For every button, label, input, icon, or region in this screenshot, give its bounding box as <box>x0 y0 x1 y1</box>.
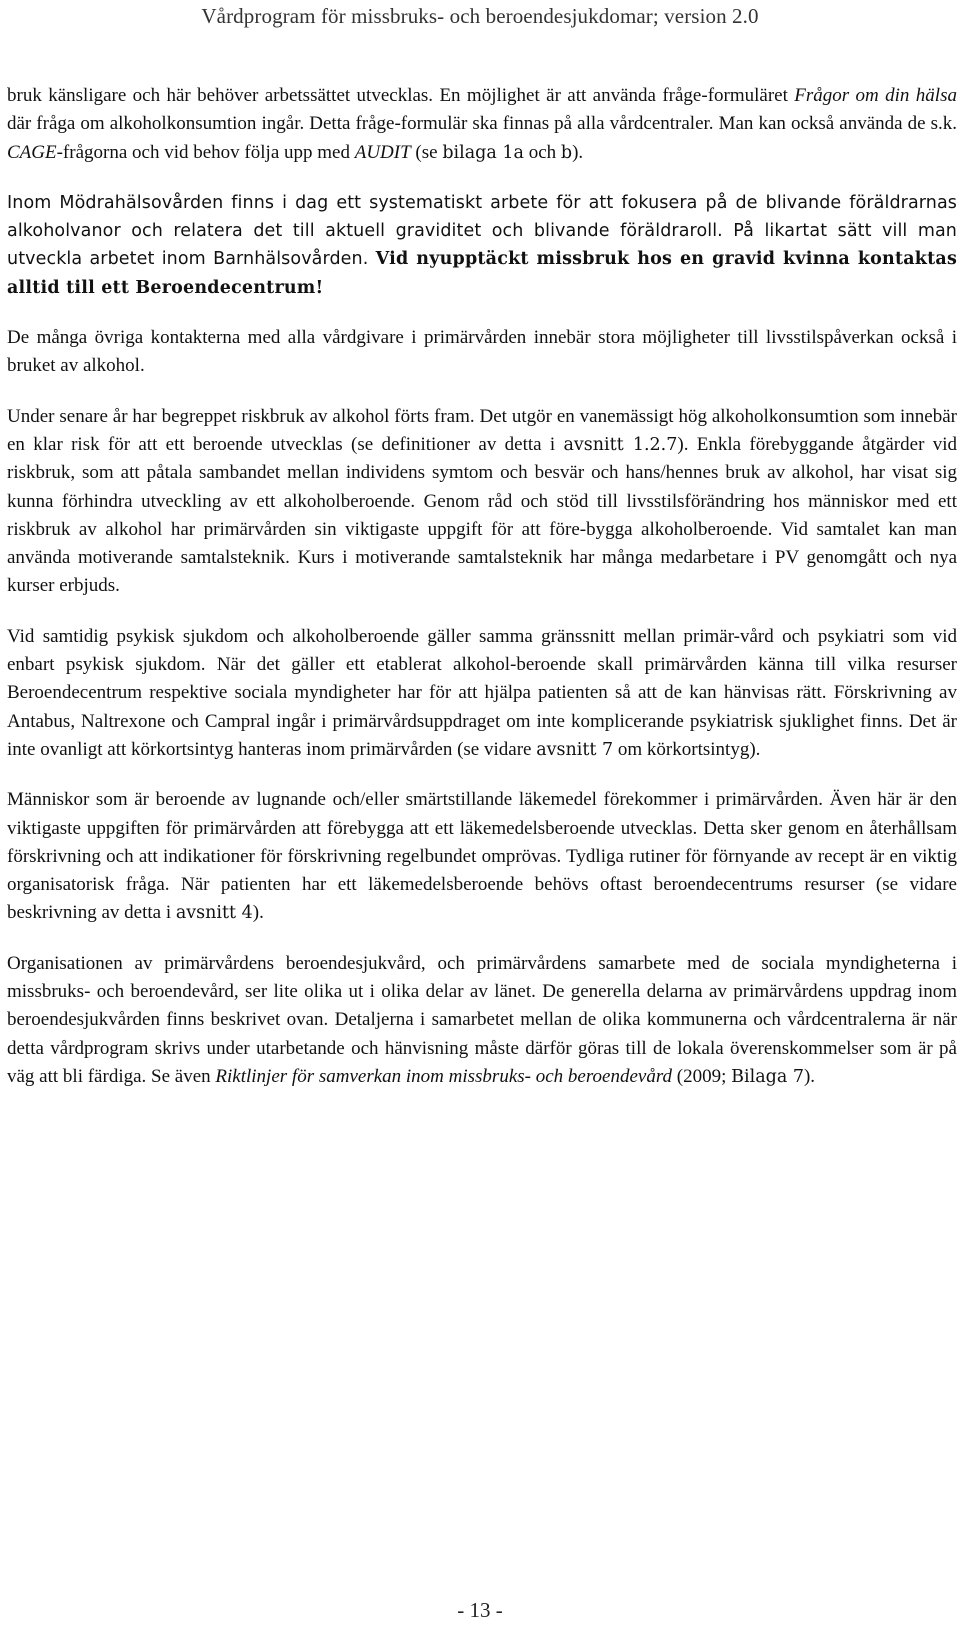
avsnitt-4-link[interactable]: avsnitt 4 <box>175 903 253 924</box>
bilaga-1b-link[interactable]: b <box>560 142 573 163</box>
page-header: Vårdprogram för missbruks- och beroendesjukdomar; version 2.0 <box>201 4 759 28</box>
text: -frågorna och vid behov följa upp med <box>56 141 355 163</box>
text: Människor som är beroende av lugnande och/eller smärtstillande läkemedel förekommer i primärvården. Även här är den viktigaste uppgiften för primärvården att förebygga att ett läkemedelsberoende utvecklas. Detta sker genom en återhållsam förskrivning och att indikationer för förskrivning regelbundet omprövas. Tydliga rutiner för förnyande av recept är en viktig organisatorisk fråga. När patienten har ett läkemedelsberoende behövs oftast beroendecentrums resurser (se vidare beskrivning av detta i <box>7 789 957 924</box>
avsnitt-1-2-7-link[interactable]: avsnitt 1.2.7 <box>563 434 678 455</box>
paragraph-7 <box>7 950 957 1091</box>
paragraph-2 <box>7 189 957 302</box>
text: Inom Mödrahälsovården finns i dag ett systematiskt arbete för att fokusera på de blivande föräldrarnas alkoholvanor och relatera det till aktuell graviditet och blivande föräldraroll. På likartat sätt vill man utveckla arbetet inom Barnhälsovården. <box>7 192 957 270</box>
riktlinjer-link[interactable]: Riktlinjer för samverkan inom missbruks- och beroendevård <box>215 1065 673 1087</box>
text: där fråga om alkoholkonsumtion ingår. Detta fråge-formulär ska finnas på alla vårdcentraler. Man kan också använda de s.k. <box>7 113 957 135</box>
text: bruk känsligare och här behöver arbetssättet utvecklas. En möjlighet är att använda fråge-formuläret <box>7 85 795 106</box>
paragraph-4 <box>7 403 957 601</box>
text: Vid samtidig psykisk sjukdom och alkoholberoende gäller samma gränssnitt mellan primär-vård och psykiatri som vid enbart psykisk sjukdom. När det gäller ett etablerat alkohol-beroende skall primärvården känna till vilka resurser Beroendecentrum respektive sociala myndigheter har för att hjälpa patienten så att de kan hänvisas rätt. Förskrivning av Antabus, Naltrexone och Campral ingår i primärvårdsuppdraget om inte komplicerande psykiatrisk sjuklighet finns. Det är inte ovanligt att körkortsintyg hanteras inom primärvården (se vidare <box>7 625 957 760</box>
text: Organisationen av primärvårdens beroendesjukvård, och primärvårdens samarbete med de sociala myndigheterna i missbruks- och beroendevård, ser lite olika ut i olika delar av länet. De generella delarna av primärvårdens uppdrag inom beroendesjukvården finns beskrivet ovan. Detaljerna i samarbetet mellan de olika kommunerna och vårdcentralerna är när detta vårdprogram skrivs under utarbetande och hänvisning måste därför göras till de lokala överenskommelser som är på väg att bli färdiga. Se även <box>7 952 957 1087</box>
document-body <box>7 82 957 1113</box>
cage-term: CAGE <box>7 141 57 163</box>
text: ). <box>252 902 264 924</box>
avsnitt-7-link[interactable]: avsnitt 7 <box>536 739 614 760</box>
text: om körkortsintyg). <box>613 738 761 760</box>
page-number: - 13 - <box>457 1598 503 1622</box>
text: (se <box>410 141 443 163</box>
form-link[interactable]: Frågor om din hälsa <box>794 85 957 106</box>
text: och <box>523 141 561 163</box>
text: ). <box>572 141 584 163</box>
text: ). <box>803 1065 816 1087</box>
paragraph-3 <box>7 324 957 381</box>
paragraph-5 <box>7 623 957 764</box>
bilaga-7-link[interactable]: Bilaga 7 <box>731 1066 804 1087</box>
paragraph-6 <box>7 786 957 927</box>
text: Under senare år har begreppet riskbruk av alkohol förts fram. Det utgör en vanemässigt hög alkoholkonsumtion som innebär en klar risk för att ett beroende utvecklas (se definitioner av detta i <box>7 405 957 455</box>
paragraph-1 <box>7 82 957 167</box>
audit-term: AUDIT <box>354 141 411 163</box>
text: De många övriga kontakterna med alla vårdgivare i primärvården innebär stora möjligheter till livsstilspåverkan också i bruket av alkohol. <box>7 327 957 377</box>
text: (2009; <box>672 1065 732 1087</box>
text: ). Enkla förebyggande åtgärder vid riskbruk, som att påtala sambandet mellan individens symtom och besvär och hans/hennes bruk av alkohol, har visat sig kunna förhindra utveckling av ett alkoholberoende. Genom råd och stöd till livsstilsförändring hos människor med ett riskbruk av alkohol har primärvården sin viktigaste uppgift för att före-bygga alkoholberoende. Vid samtalet kan man använda motiverande samtalsteknik. Kurs i motiverande samtalsteknik har många medarbetare i PV genomgått och nya kurser erbjuds. <box>7 433 957 597</box>
bold-notice: Vid nyupptäckt missbruk hos en gravid kvinna kontaktas alltid till ett Beroendecentrum! <box>7 249 957 298</box>
bilaga-1a-link[interactable]: bilaga 1a <box>442 142 524 163</box>
